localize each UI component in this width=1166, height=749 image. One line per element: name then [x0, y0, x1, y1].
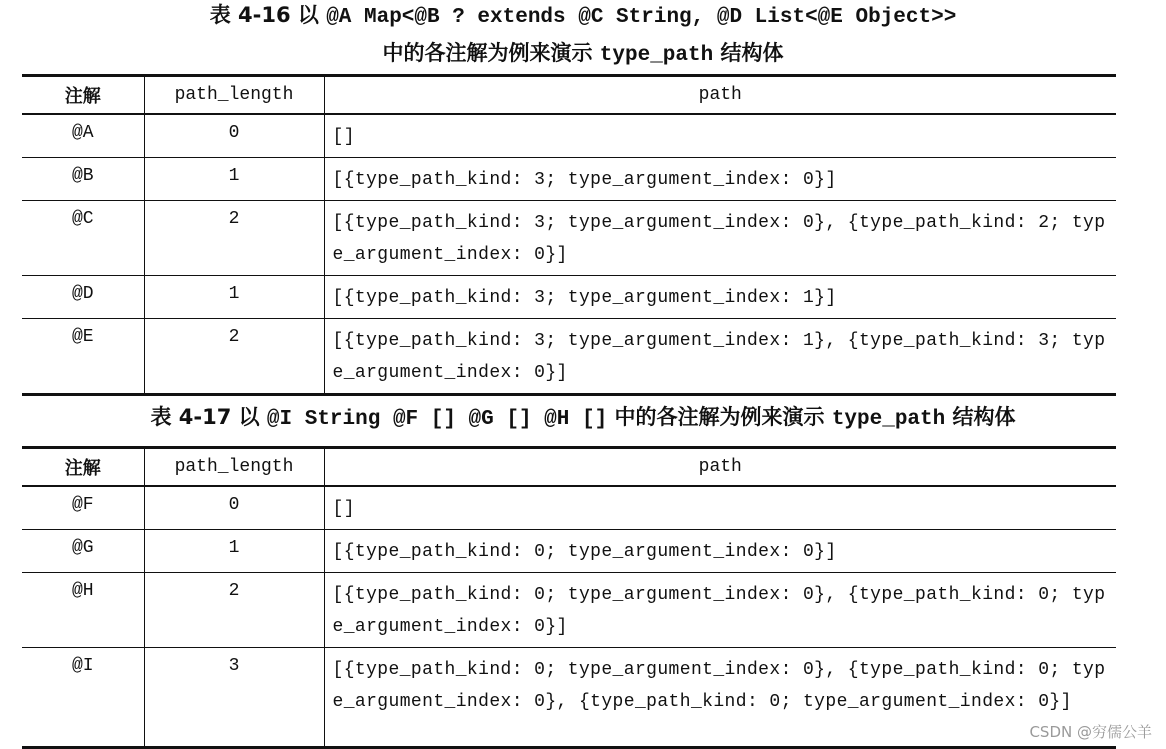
path-cell: [{type_path_kind: 3; type_argument_index: 1}] — [324, 276, 1116, 319]
annotation-cell: @I — [22, 648, 144, 748]
table-row — [22, 158, 1116, 201]
csdn-watermark: CSDN @穷儒公羊 — [1029, 723, 1152, 741]
path-cell: [{type_path_kind: 3; type_argument_index: 0}] — [324, 158, 1116, 201]
table1-header-path: path — [324, 76, 1116, 115]
path-length-cell: 0 — [144, 486, 324, 530]
table-4-16 — [22, 74, 1116, 396]
path-cell: [{type_path_kind: 3; type_argument_index: 1}, {type_path_kind: 3; type_argument_index: 0}] — [324, 319, 1116, 395]
table-4-17 — [22, 446, 1116, 749]
path-length-cell: 3 — [144, 648, 324, 748]
table1-caption-line1 — [0, 0, 1166, 33]
table1-caption-line2-prefix: 中的各注解为例来演示 — [382, 41, 600, 65]
annotation-cell: @C — [22, 201, 144, 276]
path-length-cell: 2 — [144, 573, 324, 648]
annotation-cell: @H — [22, 573, 144, 648]
path-cell: [{type_path_kind: 0; type_argument_index: 0}, {type_path_kind: 0; type_argument_index: 0}] — [324, 573, 1116, 648]
annotation-cell: @D — [22, 276, 144, 319]
path-length-cell: 1 — [144, 276, 324, 319]
table1-header-path-length: path_length — [144, 76, 324, 115]
table-row — [22, 648, 1116, 748]
path-cell: [{type_path_kind: 0; type_argument_index: 0}, {type_path_kind: 0; type_argument_index: 0}, {type_path_kind: 0; type_argument_index: 0}] — [324, 648, 1116, 748]
table1-caption-code: @A Map<@B ? extends @C String, @D List<@E Object>> — [326, 6, 957, 29]
table-row — [22, 486, 1116, 530]
path-length-cell: 1 — [144, 158, 324, 201]
table-row — [22, 319, 1116, 395]
table-row — [22, 276, 1116, 319]
table2-header-path: path — [324, 448, 1116, 487]
table-row — [22, 114, 1116, 158]
table1-caption-line2-code: type_path — [599, 44, 714, 67]
table-row — [22, 201, 1116, 276]
table-row — [22, 530, 1116, 573]
table2-header-annotation: 注解 — [22, 448, 144, 487]
path-length-cell: 2 — [144, 319, 324, 395]
annotation-cell: @F — [22, 486, 144, 530]
path-length-cell: 0 — [144, 114, 324, 158]
table2-caption-mid: 中的各注解为例来演示 — [607, 405, 832, 429]
annotation-cell: @B — [22, 158, 144, 201]
path-cell: [] — [324, 114, 1116, 158]
annotation-cell: @A — [22, 114, 144, 158]
table2-header-row — [22, 448, 1116, 487]
table2-caption — [0, 402, 1166, 435]
table1-caption-line2 — [0, 38, 1166, 71]
path-length-cell: 1 — [144, 530, 324, 573]
path-cell: [{type_path_kind: 0; type_argument_index: 0}] — [324, 530, 1116, 573]
annotation-cell: @E — [22, 319, 144, 395]
path-length-cell: 2 — [144, 201, 324, 276]
table2-caption-code: @I String @F [] @G [] @H [] — [266, 408, 608, 431]
table1-caption-line2-suffix: 结构体 — [713, 41, 784, 65]
table-row — [22, 573, 1116, 648]
table2-header-path-length: path_length — [144, 448, 324, 487]
table1-header-annotation: 注解 — [22, 76, 144, 115]
path-cell: [{type_path_kind: 3; type_argument_index: 0}, {type_path_kind: 2; type_argument_index: 0}] — [324, 201, 1116, 276]
annotation-cell: @G — [22, 530, 144, 573]
table2-caption-code2: type_path — [831, 408, 946, 431]
path-cell: [] — [324, 486, 1116, 530]
table1-header-row — [22, 76, 1116, 115]
table1-caption-prefix: 表 4-16 以 — [209, 3, 327, 27]
table2-caption-prefix: 表 4-17 以 — [150, 405, 267, 429]
table2-caption-suffix: 结构体 — [945, 405, 1016, 429]
